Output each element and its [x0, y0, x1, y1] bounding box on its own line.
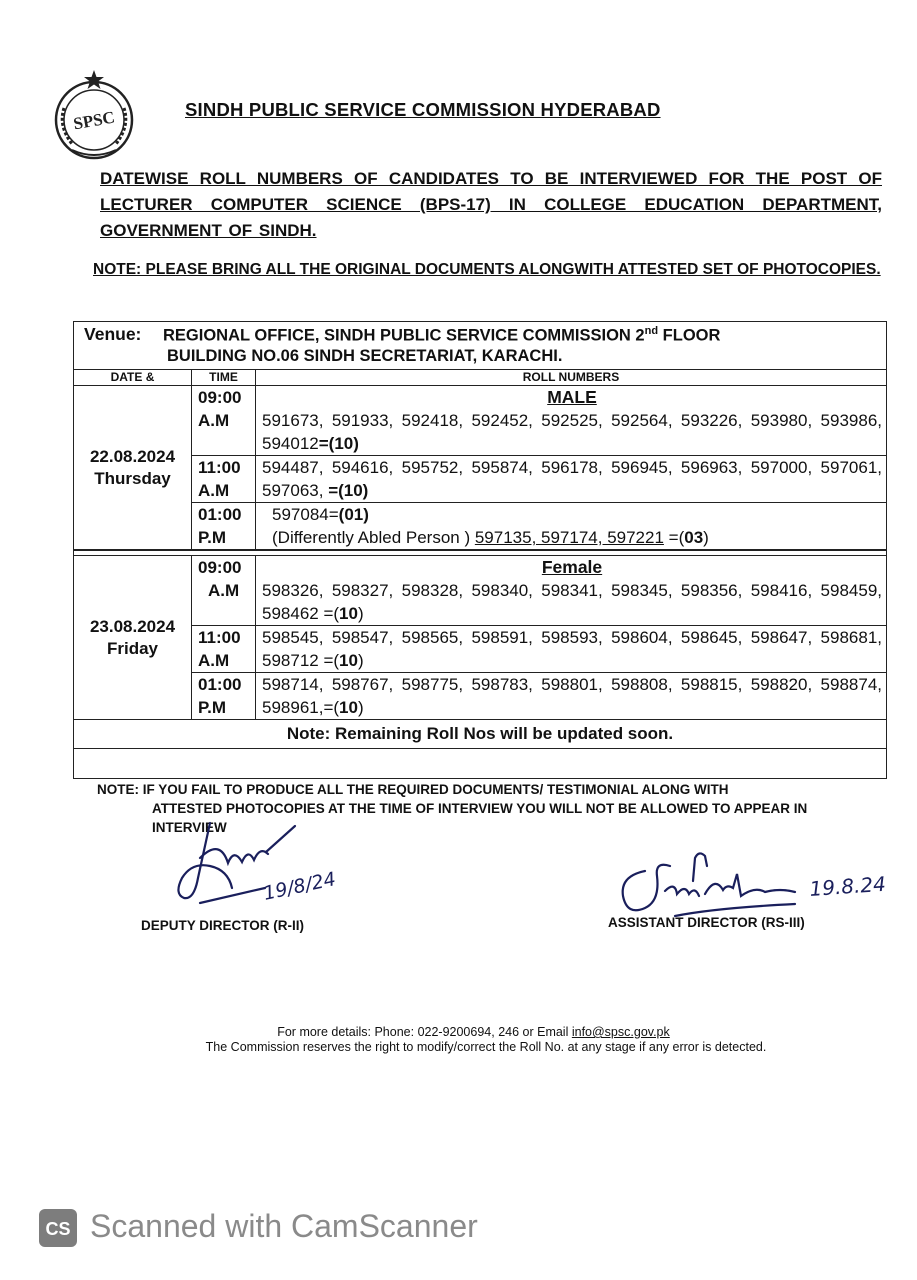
- footer-disclaimer: The Commission reserves the right to modify/correct the Roll No. at any stage if any error is detected.: [205, 1040, 767, 1054]
- svg-text:SPSC: SPSC: [71, 107, 117, 134]
- table-row: [74, 503, 887, 551]
- gender-heading-male: MALE: [547, 387, 597, 407]
- time-value: 11:00: [198, 628, 241, 647]
- time-meridiem: P.M: [198, 528, 227, 547]
- camscanner-logo-icon: [38, 1208, 78, 1248]
- camscanner-watermark: Scanned with CamScanner: [90, 1208, 478, 1244]
- table-row: [74, 556, 887, 626]
- date-cell-day1: [74, 386, 192, 551]
- time-cell: [192, 503, 256, 551]
- signature-date-left: 19/8/24: [261, 868, 338, 905]
- bottom-note-line-3: INTERVIEW: [152, 820, 227, 835]
- date-day1: 22.08.2024: [89, 446, 176, 466]
- time-cell: [192, 556, 256, 626]
- roll-count: 10: [339, 651, 358, 670]
- documents-note: NOTE: PLEASE BRING ALL THE ORIGINAL DOCUMENTS ALONGWITH ATTESTED SET OF PHOTOCOPIES.: [93, 261, 881, 278]
- time-cell: [192, 386, 256, 456]
- roll-count: =(10): [318, 434, 359, 453]
- table-row: [74, 673, 887, 720]
- signature-assistant-director: [615, 846, 905, 921]
- rolls-cell: [256, 626, 887, 673]
- header-rolls: ROLL NUMBERS: [256, 370, 887, 386]
- bottom-note-line-1: NOTE: IF YOU FAIL TO PRODUCE ALL THE REQUIRED DOCUMENTS/ TESTIMONIAL ALONG WITH: [97, 782, 729, 797]
- time-value: 01:00: [198, 675, 242, 694]
- signature-date-right: 19.8.24: [808, 871, 887, 901]
- venue-label: Venue:: [84, 324, 142, 344]
- footer-contact-text: For more details: Phone: 022-9200694, 246 or Email: [277, 1025, 572, 1039]
- time-meridiem: A.M: [208, 581, 240, 600]
- time-meridiem: A.M: [198, 481, 230, 500]
- time-meridiem: P.M: [198, 698, 227, 717]
- spsc-logo: [50, 68, 138, 160]
- time-value: 09:00: [198, 388, 242, 407]
- dap-roll-numbers: 597135, 597174, 597221: [474, 528, 664, 547]
- signature-deputy-director: [170, 818, 338, 918]
- email-link[interactable]: info@spsc.gov.pk: [571, 1025, 670, 1039]
- document-subject: DATEWISE ROLL NUMBERS OF CANDIDATES TO BE INTERVIEWED FOR THE POST OF LECTURER COMPUTER SCIENCE (BPS-17) IN COLLEGE EDUCATION DEPARTMENT, GOVERNMENT OF SINDH.: [100, 169, 882, 240]
- venue-line-2: BUILDING NO.06 SINDH SECRETARIAT, KARACHI.: [167, 347, 563, 365]
- footer-contact: [0, 1025, 917, 1039]
- time-value: 11:00: [198, 458, 241, 477]
- dap-count: 03: [684, 528, 704, 547]
- header-date: DATE &: [74, 370, 192, 386]
- assistant-director-title: ASSISTANT DIRECTOR (RS-III): [608, 915, 805, 930]
- roll-count: 10: [339, 698, 358, 717]
- roll-numbers: 598545, 598547, 598565, 598591, 598593, 598604, 598645, 598647, 598681, 598712 =(: [262, 628, 882, 670]
- table-row: [74, 456, 887, 503]
- deputy-director-title: DEPUTY DIRECTOR (R-II): [141, 918, 305, 933]
- time-cell: [192, 673, 256, 720]
- table-row: [74, 626, 887, 673]
- roll-close: ): [357, 604, 364, 623]
- time-cell: [192, 456, 256, 503]
- table-row: [74, 720, 887, 749]
- dap-label: (Differently Abled Person ): [272, 528, 475, 547]
- gender-heading-female: Female: [541, 557, 603, 577]
- roll-numbers: 594487, 594616, 595752, 595874, 596178, 596945, 596963, 597000, 597061, 597063,: [262, 458, 882, 500]
- time-value: 09:00: [198, 558, 242, 577]
- rolls-cell: [256, 386, 887, 456]
- table-row: [74, 386, 887, 456]
- page-title: SINDH PUBLIC SERVICE COMMISSION HYDERABAD: [185, 99, 661, 120]
- header-time: TIME: [192, 370, 256, 386]
- remaining-note: Note: Remaining Roll Nos will be updated soon.: [74, 720, 887, 749]
- weekday-day1: Thursday: [94, 468, 171, 488]
- roll-numbers: 598714, 598767, 598775, 598783, 598801, 598808, 598815, 598820, 598874, 598961,=(: [262, 675, 882, 717]
- time-meridiem: A.M: [198, 651, 230, 670]
- time-value: 01:00: [198, 505, 242, 524]
- dap-close: ): [703, 528, 709, 547]
- roll-close: ): [357, 651, 364, 670]
- roll-count: (01): [338, 505, 369, 524]
- time-meridiem: A.M: [198, 411, 230, 430]
- roll-numbers: 591673, 591933, 592418, 592452, 592525, 592564, 593226, 593980, 593986, 594012: [262, 411, 882, 453]
- rolls-cell: [256, 456, 887, 503]
- venue-line-1-sup: nd: [644, 325, 659, 337]
- roll-numbers: 598326, 598327, 598328, 598340, 598341, 598345, 598356, 598416, 598459, 598462 =(: [262, 581, 882, 623]
- roll-numbers: 597084=: [272, 505, 339, 524]
- rolls-cell: [256, 556, 887, 626]
- bottom-note-line-2: ATTESTED PHOTOCOPIES AT THE TIME OF INTERVIEW YOU WILL NOT BE ALLOWED TO APPEAR IN: [152, 801, 808, 816]
- venue-line-1-text: REGIONAL OFFICE, SINDH PUBLIC SERVICE COMMISSION 2: [163, 326, 645, 345]
- date-day2: 23.08.2024: [89, 616, 176, 636]
- rolls-cell: [256, 673, 887, 720]
- roll-close: ): [357, 698, 364, 717]
- camscanner-badge-text: CS: [45, 1219, 71, 1239]
- venue-line-1-end: FLOOR: [658, 326, 721, 345]
- roll-count: =(10): [328, 481, 369, 500]
- venue-line-1: [163, 325, 720, 346]
- schedule-table: [73, 369, 887, 749]
- date-cell-day2: [74, 556, 192, 720]
- dap-eq: =(: [663, 528, 685, 547]
- roll-count: 10: [339, 604, 358, 623]
- rolls-cell: [256, 503, 887, 551]
- table-header-row: [74, 370, 887, 386]
- weekday-day2: Friday: [106, 638, 159, 658]
- time-cell: [192, 626, 256, 673]
